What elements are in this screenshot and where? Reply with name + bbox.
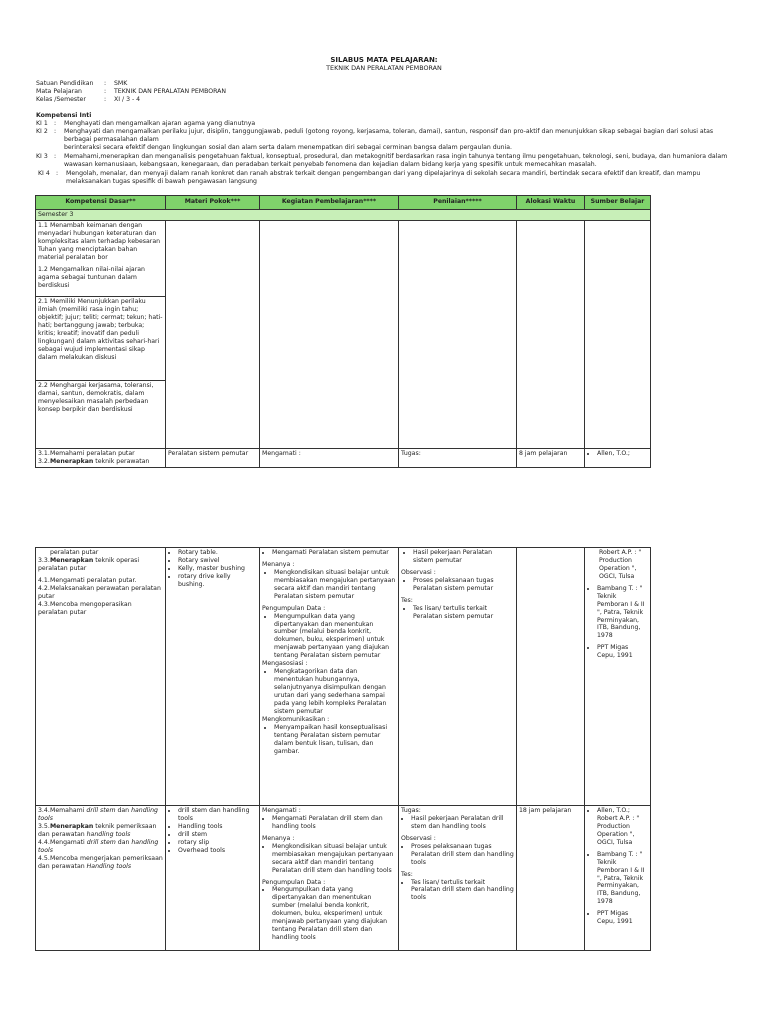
semester-row [36,210,651,221]
ki-label: KI 4 [38,170,50,177]
kd-item: 1.1 Menambah keimanan dengan menyadari hubungan keteraturan dan kompleksitas alam terhadap kebesaran Tuhan yang menciptakan bahan material peralatan bor [38,222,161,261]
meta-key: Kelas /Semester [36,95,86,103]
ki-text: Menghayati dan mengamalkan perilaku jujur, disiplin, tanggungjawab, peduli (gotong royong, kerjasama, toleran, damai), santun, responsif dan pro-aktif dan menunjukkan sikap sebagai bagian dari solusi atas berbagai permasalahan dalam [64,128,714,143]
materi-cell: • drill stem dan handling tools • Handling tools • drill stem • rotary slip • Overhead tools [166,806,260,951]
materi-cell: Peralatan sistem pemutar [166,449,260,468]
ki-label: KI 1 [36,120,48,127]
meta-row [36,96,226,104]
penilaian-cell: Tugas: • Hasil pekerjaan Peralatan drill stem dan handling tools Observasi : • Proses pelaksanaan tugas Peralatan drill stem dan handling tools Tes: • Tes lisan/ tertulis terkait Peralatan drill stem dan handling tools [399,806,517,951]
kegiatan-cell: Mengamati : • Mengamati Peralatan drill stem dan handling tools Menanya : • Mengkondisikan situasi belajar untuk membiasakan mengajukan pertanyaan secara aktif dan mandiri tentang Peralatan drill stem dan handling tools Pengumpulan Data : • Mengumpulkan data yang dipertanyakan dan menentukan sumber (melalui benda konkrit, dokumen, buku, eksperimen) untuk menjawab pertanyaan yang diajukan tentang Peralatan drill stem dan handling tools [260,806,399,951]
kegiatan-cell: Mengamati : [260,449,399,468]
meta-sep: : [104,80,107,87]
penilaian-cell: • Hasil pekerjaan Peralatan sistem pemutar Observasi : • Proses pelaksanaan tugas Peralatan sistem pemutar Tes: • Tes lisan/ tertulis terkait Peralatan sistem pemutar [399,548,517,806]
meta-sep: : [104,87,107,95]
kd-cell: peralatan putar 3.3.Menerapkan teknik operasi peralatan putar 4.1.Mengamati peralatan putar. 4.2.Melaksanakan perawatan peralatan putar 4.3.Mencoba mengoperasikan peralatan putar [36,548,166,806]
header-sumber: Sumber Belajar [585,196,651,210]
table-row [36,449,651,468]
meta-key: Mata Pelajaran [36,87,82,95]
meta-key: Satuan Pendidikan [36,80,94,87]
alokasi-cell: 18 jam pelajaran [517,806,585,951]
materi-cell: • Rotary table. • Rotary swivel • Kelly, master bushing • rotary drive kelly bushing. [166,548,260,806]
meta-block [36,80,226,104]
semester-label: Semester 3 [36,210,651,221]
ki-1: KI 1 : Menghayati dan mengamalkan ajaran agama yang dianutnya [36,120,736,128]
kd-cell: 2.1 Memiliki Menunjukkan perilaku ilmiah (memiliki rasa ingin tahu; objektif; jujur; teliti; cermat; tekun; hati-hati; bertanggung jawab; terbuka; kritis; kreatif; inovatif dan peduli lingkungan) dalam aktivitas sehari-hari sebagai wujud implementasi sikap dalam melakukan diskusi [36,297,166,381]
table-row [36,548,651,806]
document-subtitle: TEKNIK DAN PERALATAN PEMBORAN [326,64,442,72]
document-title: SILABUS MATA PELAJARAN: [330,56,438,64]
ki-text: Memahami,menerapkan dan menganalisis pengetahuan faktual, konseptual, prosedural, dan metakognitif berdasarkan rasa ingin tahunya tentang ilmu pengetahuan, teknologi, seni, budaya, dan humaniora dalam wawasan kemanusiaan, kebangsaan, kenegaraan, dan peradaban terkait penyebab fenomena dan kejadian dalam bidang kerja yang spesifik untuk memecahkan masalah. [64,153,728,168]
meta-sep: : [104,95,107,103]
meta-value: XI / 3 - 4 [114,95,141,103]
header-kompetensi-dasar: Kompetensi Dasar** [36,196,166,210]
header-materi-pokok: Materi Pokok*** [166,196,260,210]
ki-2: KI 2 : Menghayati dan mengamalkan perilaku jujur, disiplin, tanggungjawab, peduli (gotong royong, kerjasama, toleran, damai), santun, responsif dan pro-aktif dan menunjukkan sikap sebagai bagian dari solusi atas berbagai permasalahan dalam berinteraksi secara efektif dengan lingkungan sosial dan alam serta dalam menempatkan diri sebagai cerminan bangsa dalam pergaulan dunia. [36,128,714,151]
ki-text-continued: berinteraksi secara efektif dengan lingkungan sosial dan alam serta dalam menempatkan diri sebagai cerminan bangsa dalam pergaulan dunia. [64,143,513,151]
table-row [36,221,651,297]
alokasi-cell: 8 jam pelajaran [517,449,585,468]
kd-item: 1.2 Mengamalkan nilai-nilai ajaran agama sebagai tuntunan dalam berdiskusi [38,265,145,289]
ki-4: KI 4 : Mengolah, menalar, dan menyaji dalam ranah konkret dan ranah abstrak terkait dengan pengembangan dari yang dipelajarinya di sekolah secara mandiri, bertindak secara efektif dan kreatif, dan mampu melaksanakan tugas spesifik di bawah pengawasan langsung [38,170,738,186]
kd-cell: 3.4.Memahami drill stem dan handling tools 3.5.Menerapkan teknik pemeriksaan dan perawatan handling tools 4.4.Mengamati drill stem dan handling tools 4.5.Mencoba mengerjakan pemeriksaan dan perawatan Handling tools [36,806,166,951]
sumber-cell: Robert A.P. : " Production Operation ", OGCI, Tulsa • Bambang T. : " Teknik Pemboran I & II ", Patra, Teknik Perminyakan, ITB, Bandung, 1978 • PPT Migas Cepu, 1991 [585,548,651,806]
kd-cell: 2.2 Menghargai kerjasama, toleransi, damai, santun, demokratis, dalam menyelesaikan masalah perbedaan konsep berpikir dan berdiskusi [36,381,166,449]
meta-value: TEKNIK DAN PERALATAN PEMBORAN [114,87,226,95]
ki-3: KI 3 : Memahami,menerapkan dan menganalisis pengetahuan faktual, konseptual, prosedural, dan metakognitif berdasarkan rasa ingin tahunya tentang ilmu pengetahuan, teknologi, seni, budaya, dan humaniora dalam wawasan kemanusiaan, kebangsaan, kenegaraan, dan peradaban terkait penyebab fenomena dan kejadian dalam bidang kerja yang spesifik untuk memecahkan masalah. [36,153,736,169]
ki-label: KI 3 [36,153,48,160]
alokasi-cell [517,548,585,806]
header-penilaian: Penilaian***** [399,196,517,210]
ki-heading: Kompetensi Inti [36,112,92,119]
table-row [36,806,651,951]
kegiatan-cell: • Mengamati Peralatan sistem pemutar Menanya : • Mengkondisikan situasi belajar untuk membiasakan mengajukan pertanyaan secara aktif dan mandiri tentang Peralatan sistem pemutar Pengumpulan Data : • Mengumpulkan data yang dipertanyakan dan menentukan sumber (melalui benda konkrit, dokumen, buku, eksperimen) untuk menjawab pertanyaan yang diajukan tentang Peralatan sistem pemutar Mengasosiasi : • Mengkatagorikan data dan menentukan hubungannya, selanjutnyanya disimpulkan dengan urutan dari yang sederhana sampai pada yang lebih kompleks Peralatan sistem pemutar Mengkomunikasikan : • Menyampaikan hasil konseptualisasi tentang Peralatan sistem pemutar dalam bentuk lisan, tulisan, dan gambar. [260,548,399,806]
kd-cell: 3.1.Memahami peralatan putar 3.2.Menerapkan teknik perawatan [36,449,166,468]
sumber-cell: • Allen, T.O.; [585,449,651,468]
syllabus-table-page2 [35,547,651,951]
table-header-row [36,196,651,210]
ki-text: Mengolah, menalar, dan menyaji dalam ranah konkret dan ranah abstrak terkait dengan pengembangan dari yang dipelajarinya di sekolah secara mandiri, bertindak secara efektif dan kreatif, dan mampu melaksanakan tugas spesifik di bawah pengawasan langsung [66,170,701,185]
sumber-cell: • Allen, T.O.; Robert A.P. : " Production Operation ", OGCI, Tulsa • Bambang T. : " Teknik Pemboran I & II ", Patra, Teknik Perminyakan, ITB, Bandung, 1978 • PPT Migas Cepu, 1991 [585,806,651,951]
meta-row [36,80,226,88]
ki-label: KI 2 [36,128,48,135]
header-kegiatan: Kegiatan Pembelajaran**** [260,196,399,210]
meta-row [36,88,226,96]
header-alokasi: Alokasi Waktu [517,196,585,210]
syllabus-table-page1 [35,195,651,468]
meta-value: SMK [114,80,128,87]
kd-cell [36,221,166,297]
penilaian-cell: Tugas: [399,449,517,468]
ki-text: Menghayati dan mengamalkan ajaran agama yang dianutnya [64,120,256,127]
